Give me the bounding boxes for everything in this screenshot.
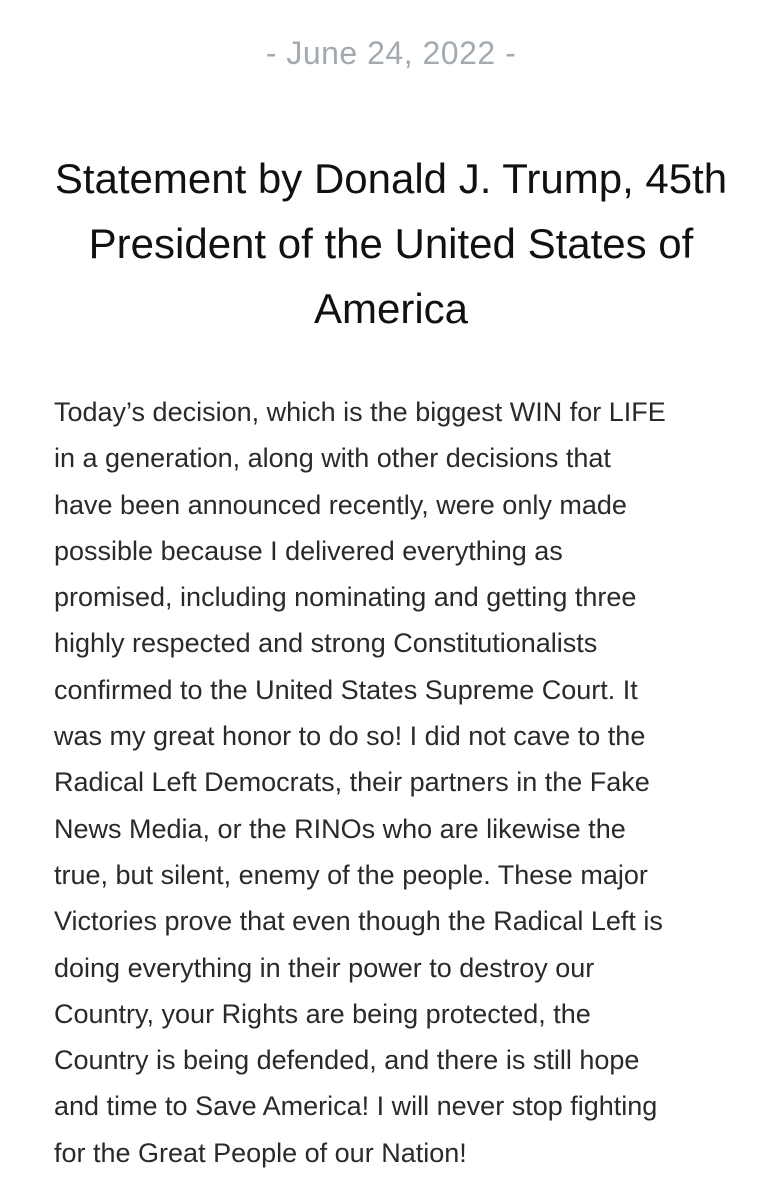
- body-line: in a generation, along with other decisions that: [54, 443, 611, 474]
- body-line: have been announced recently, were only made: [54, 489, 627, 520]
- statement-title: Statement by Donald J. Trump, 45th President of the United States of America: [54, 155, 728, 332]
- body-line: true, but silent, enemy of the people. These major: [54, 859, 648, 890]
- body-line: confirmed to the United States Supreme Court. It: [54, 674, 638, 705]
- body-line: for the Great People of our Nation!: [54, 1137, 467, 1168]
- body-line: Today’s decision, which is the biggest WIN for LIFE: [54, 397, 666, 427]
- statement-body: [54, 389, 754, 1176]
- body-line: doing everything in their power to destroy our: [54, 952, 595, 983]
- body-line: Radical Left Democrats, their partners in the Fake: [54, 767, 650, 798]
- body-line: promised, including nominating and getting three: [54, 582, 637, 613]
- statement-date: - June 24, 2022 -: [265, 35, 517, 71]
- body-line: highly respected and strong Constitutionalists: [54, 628, 598, 659]
- body-line: was my great honor to do so! I did not cave to the: [54, 721, 646, 752]
- body-line: possible because I delivered everything as: [54, 535, 563, 566]
- body-line: and time to Save America! I will never stop fighting: [54, 1091, 658, 1122]
- body-line: Victories prove that even though the Radical Left is: [54, 906, 663, 937]
- body-line: Country, your Rights are being protected, the: [54, 998, 591, 1029]
- body-line: Country is being defended, and there is still hope: [54, 1045, 640, 1076]
- body-line: News Media, or the RINOs who are likewise the: [54, 813, 626, 844]
